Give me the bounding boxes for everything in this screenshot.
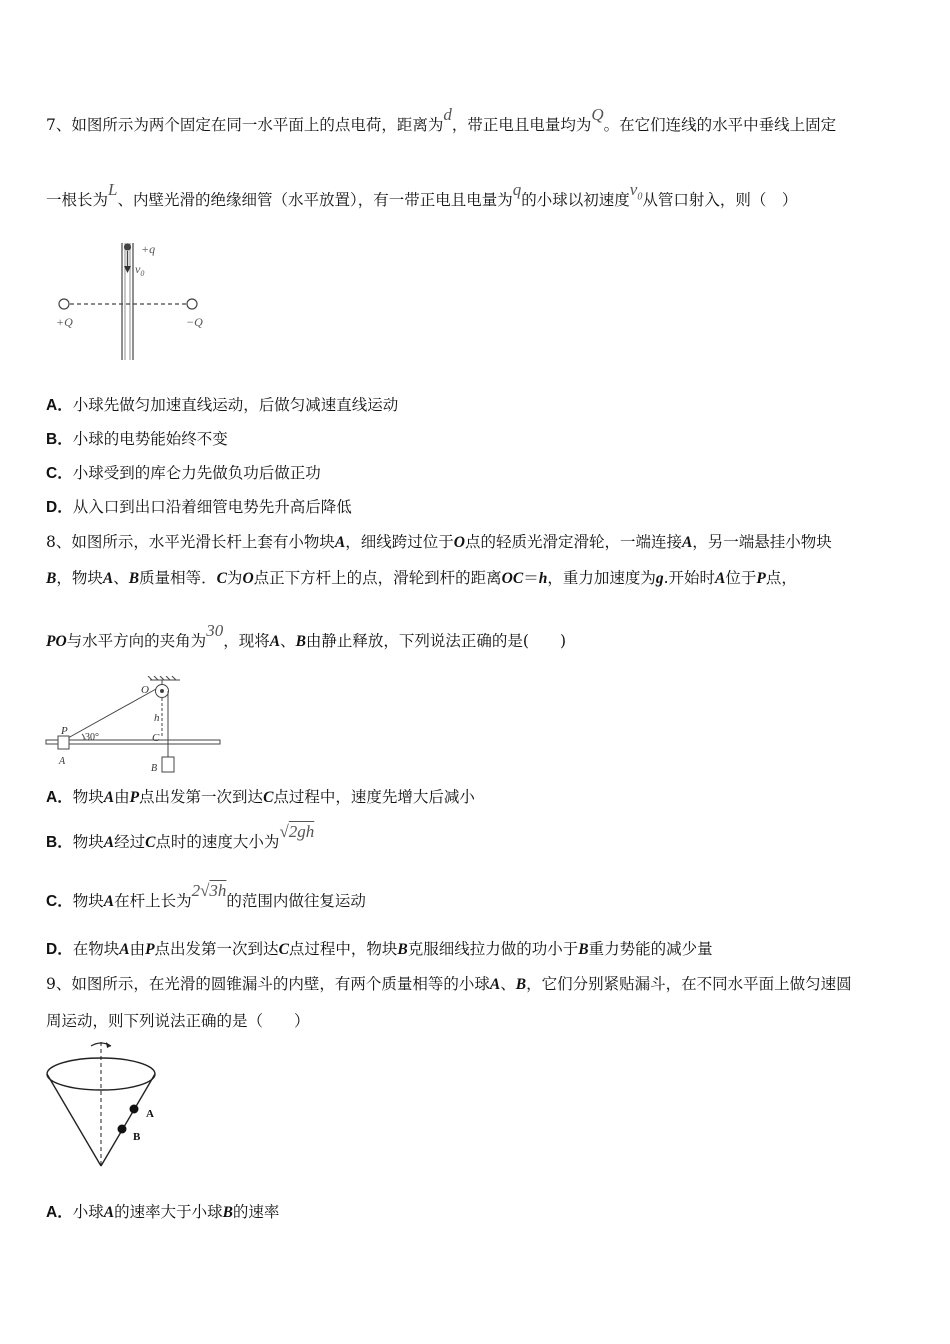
q8-option-c[interactable]: C．物块A在杆上长为2√3h的范围内做往复运动: [46, 881, 366, 910]
svg-text:+q: +q: [141, 242, 156, 256]
q7-option-d[interactable]: D．从入口到出口沿着细管电势先升高后降低: [46, 498, 352, 516]
q7-option-c[interactable]: C．小球受到的库仑力先做负功后做正功: [46, 464, 321, 482]
rope-to-A: [68, 689, 156, 738]
ball: [125, 244, 131, 250]
svg-text:h: h: [154, 712, 160, 724]
sqrt-2gh: √2gh: [279, 822, 315, 841]
symbol-v0: $v_0$: [629, 180, 643, 203]
ball-B: [118, 1125, 127, 1134]
svg-text:−Q: −Q: [186, 315, 203, 329]
q7-option-b[interactable]: B．小球的电势能始终不变: [46, 430, 228, 448]
svg-text:A: A: [59, 756, 66, 767]
svg-text:30°: 30°: [85, 732, 99, 743]
q8-figure: [44, 676, 229, 776]
q7-line2: 一根长为L、内壁光滑的绝缘细管（水平放置），有一带正电且电量为q的小球以初速度$v_0$从管口射入，则（ ）: [46, 180, 798, 209]
left-charge: [59, 299, 69, 309]
q8-line1: 8、如图所示，水平光滑长杆上套有小物块A，细线跨过位于O点的轻质光滑定滑轮，一端连接A，另一端悬挂小物块: [46, 533, 832, 551]
block-A: [58, 736, 69, 749]
q8-line2: B，物块A、B质量相等．C为O点正下方杆上的点，滑轮到杆的距离OC＝h，重力加速度为g.开始时A位于P点，: [46, 569, 797, 587]
q9-line1: 9、如图所示，在光滑的圆锥漏斗的内壁，有两个质量相等的小球A、B，它们分别紧贴漏斗，在不同水平面上做匀速圆: [46, 975, 852, 993]
ball-A: [130, 1105, 139, 1114]
svg-text:B: B: [133, 1131, 141, 1143]
angle-arc: [82, 734, 84, 740]
q9-figure: [44, 1038, 174, 1174]
two-sqrt-3h: 2√3h: [191, 881, 227, 900]
q8-line3: PO与水平方向的夹角为30，现将A、B由静止释放，下列说法正确的是( ): [46, 621, 567, 650]
q7-option-a[interactable]: A．小球先做匀加速直线运动，后做匀减速直线运动: [46, 396, 399, 414]
svg-text:P: P: [61, 725, 68, 737]
symbol-d: d: [443, 105, 452, 124]
symbol-q: q: [512, 180, 522, 199]
svg-text:v0: $v_0$: [135, 262, 145, 278]
angle-value: 30: [206, 621, 224, 640]
q8-option-d[interactable]: D．在物块A由P点出发第一次到达C点过程中，物块B克服细线拉力做的功小于B重力势能的减少量: [46, 940, 713, 958]
svg-text:+Q: +Q: [56, 315, 73, 329]
svg-text:C: C: [152, 732, 160, 744]
q8-option-a[interactable]: A．物块A由P点出发第一次到达C点过程中，速度先增大后减小: [46, 788, 475, 806]
symbol-L: L: [108, 180, 118, 199]
q9-line2: 周运动，则下列说法正确的是（ ）: [46, 1012, 310, 1030]
svg-text:B: B: [151, 763, 158, 774]
q7-line1: 7、如图所示为两个固定在同一水平面上的点电荷，距离为d，带正电且电量均为Q。在它们连线的水平中垂线上固定: [46, 105, 837, 134]
q9-option-a[interactable]: A．小球A的速率大于小球B的速率: [46, 1203, 280, 1221]
right-charge: [187, 299, 197, 309]
symbol-Q: Q: [591, 105, 604, 124]
block-B: [162, 757, 174, 772]
q8-option-b[interactable]: B．物块A经过C点时的速度大小为√2gh: [46, 822, 315, 851]
svg-text:A: A: [146, 1108, 154, 1120]
q7-figure: [52, 238, 222, 368]
svg-text:O: O: [141, 684, 149, 696]
rod: [46, 740, 220, 744]
